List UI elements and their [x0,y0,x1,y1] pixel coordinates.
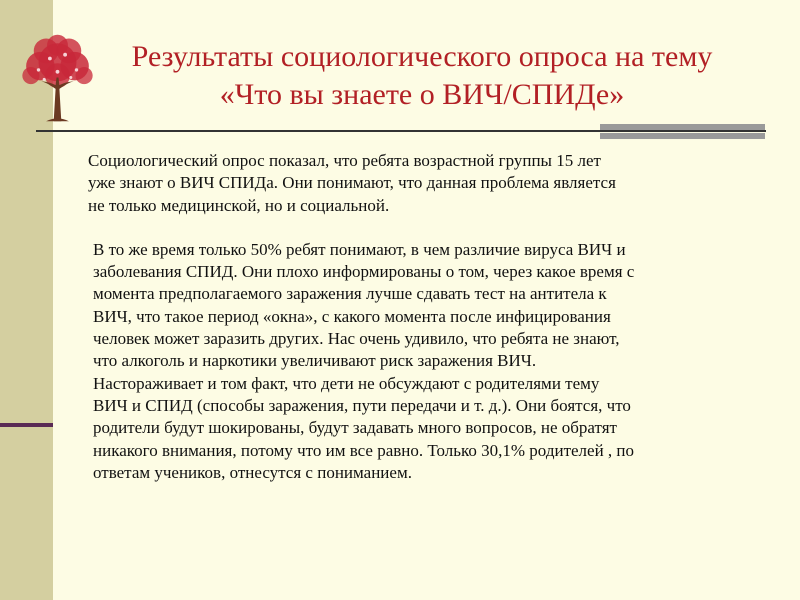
body-text [88,150,728,484]
text-line: момента предполагаемого заражения лучше сдавать тест на антитела к [93,284,607,304]
header-rule-gray-bottom [600,133,765,139]
text-line: что алкоголь и наркотики увеличивают риск заражения ВИЧ. [93,351,537,371]
header-rule [36,130,766,132]
left-band-accent-line [0,423,53,427]
text-line: заболевания СПИД. Они плохо информированы о том, через какое время с [93,262,635,282]
title-line-2: «Что вы знаете о ВИЧ/СПИДе» [219,78,625,111]
red-ribbon-tree-icon [10,30,105,125]
paragraph-2 [88,239,728,484]
text-line: ВИЧ и СПИД (способы заражения, пути передачи и т. д.). Они боятся, что [93,395,631,415]
text-line: В то же время только 50% ребят понимают, в чем различие вируса ВИЧ и [93,239,626,259]
text-line: уже знают о ВИЧ СПИДа. Они понимают, что данная проблема является [88,173,616,193]
text-line: родители будут шокированы, будут задавать много вопросов, не обратят [93,418,617,438]
text-line: человек может заразить других. Нас очень удивило, что ребята не знают, [93,329,620,349]
slide-title [112,38,732,114]
title-line-1: Результаты социологического опроса на тему [131,40,713,73]
text-line: никакого внимания, потому что им все равно. Только 30,1% родителей , по [93,440,635,460]
text-line: ответам учеников, отнесутся с пониманием. [93,462,412,482]
paragraph-1 [88,150,728,217]
text-line: Социологический опрос показал, что ребята возрастной группы 15 лет [88,151,601,170]
text-line: Настораживает и том факт, что дети не обсуждают с родителями тему [93,373,600,393]
text-line: ВИЧ, что такое период «окна», с какого момента после инфицирования [93,306,611,326]
text-line: не только медицинской, но и социальной. [88,195,390,215]
